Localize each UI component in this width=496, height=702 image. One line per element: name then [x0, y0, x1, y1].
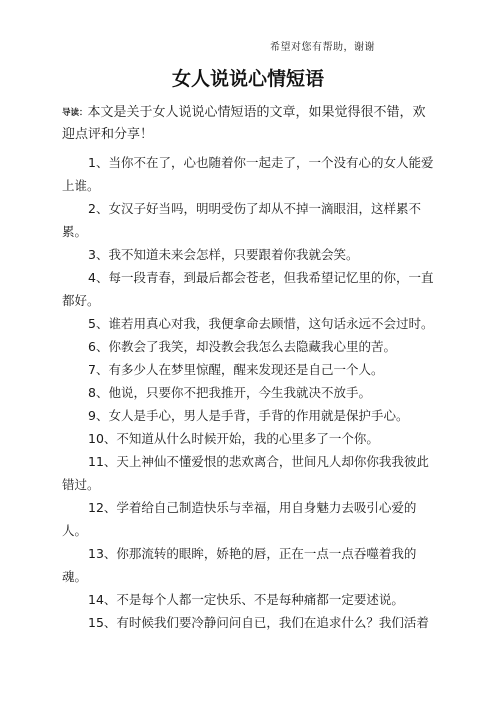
list-item: 13、你那流转的眼眸，娇艳的唇，正在一点一点吞噬着我的魂。 [62, 546, 417, 584]
list-item: 9、女人是手心，男人是手背，手背的作用就是保护手心。 [88, 408, 409, 423]
list-item: 7、有多少人在梦里惊醒，醒来发现还是自己一个人。 [88, 362, 384, 377]
entry-list [62, 151, 434, 634]
list-item: 5、谁若用真心对我，我便拿命去顾惜，这句话永远不会过时。 [88, 316, 434, 331]
intro-paragraph [62, 102, 434, 146]
list-item: 2、女汉子好当吗，明明受伤了却从不掉一滴眼泪，这样累不累。 [62, 201, 421, 239]
list-item: 14、不是每个人都一定快乐、不是每种痛都一定要述说。 [88, 592, 404, 607]
list-item: 8、他说，只要你不把我推开，今生我就决不放手。 [88, 385, 371, 400]
intro-text: 本文是关于女人说说心情短语的文章，如果觉得很不错，欢迎点评和分享！ [62, 105, 426, 142]
list-item: 11、天上神仙不懂爱恨的悲欢离合，世间凡人却你你我我彼此错过。 [62, 454, 429, 492]
list-item: 1、当你不在了，心也随着你一起走了，一个没有心的女人能爱上谁。 [62, 155, 434, 193]
list-item: 15、有时候我们要冷静问问自已，我们在追求什么？我们活着 [88, 615, 429, 630]
list-item: 12、学着给自己制造快乐与幸福，用自身魅力去吸引心爱的人。 [62, 500, 417, 538]
page-title: 女人说说心情短语 [171, 68, 324, 90]
header-note: 希望对您有帮助，谢谢 [270, 42, 375, 53]
intro-lead: 导读： [62, 108, 88, 118]
list-item: 3、我不知道未来会怎样，只要跟着你我就会笑。 [88, 247, 359, 262]
list-item: 4、每一段青春，到最后都会苍老，但我希望记忆里的你，一直都好。 [62, 270, 434, 308]
list-item: 10、不知道从什么时候开始，我的心里多了一个你。 [88, 431, 379, 446]
list-item: 6、你教会了我笑，却没教会我怎么去隐藏我心里的苦。 [88, 339, 396, 354]
